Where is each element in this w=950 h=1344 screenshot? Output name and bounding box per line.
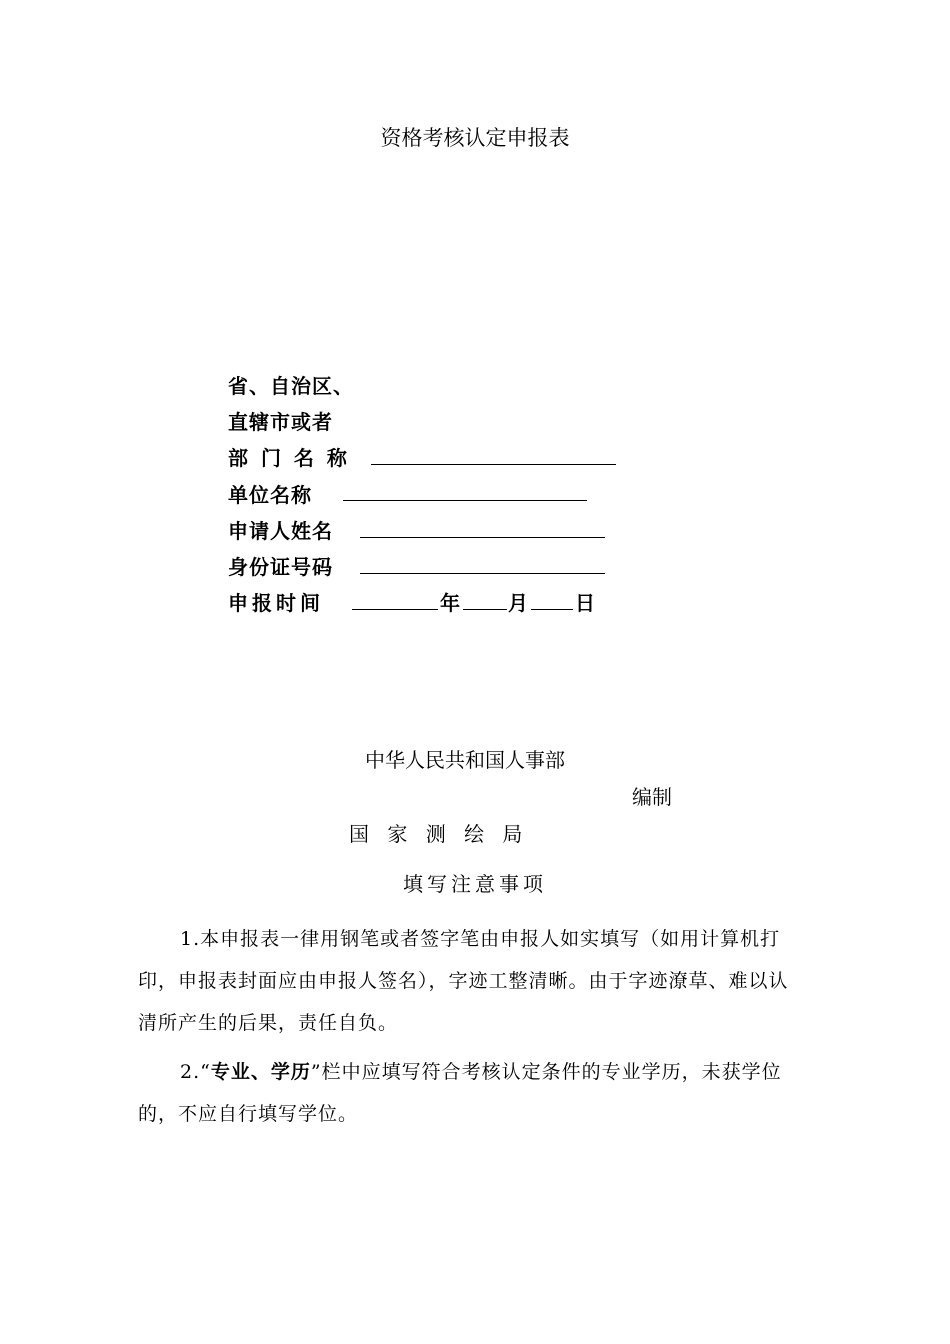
note-item-2 — [138, 1051, 806, 1135]
form-title: 资格考核认定申报表 — [380, 126, 570, 150]
issuer-bureau: 国 家 测 绘 局 — [349, 822, 529, 846]
department-fill-line[interactable] — [371, 464, 616, 465]
note-item-2-bold: 专业、学历 — [210, 1061, 311, 1083]
compiled-label: 编制 — [632, 785, 672, 809]
day-label: 日 — [575, 591, 596, 615]
issuer-ministry: 中华人民共和国人事部 — [365, 748, 565, 772]
note-item-2-prefix: 2.“ — [180, 1061, 211, 1083]
year-label: 年 — [440, 591, 461, 615]
province-label-line1: 省、自治区、 — [228, 374, 354, 398]
id-number-label: 身份证号码 — [228, 555, 333, 579]
unit-fill-line[interactable] — [343, 500, 587, 501]
year-fill-line[interactable] — [352, 609, 438, 610]
note-item-2-suffix: ”栏中应填写符合考核认定条件的专业学历，未获学位的，不应自行填写学位。 — [138, 1061, 782, 1125]
notes-title: 填写注意事项 — [403, 872, 547, 896]
unit-label: 单位名称 — [228, 483, 312, 507]
id-number-fill-line[interactable] — [360, 573, 605, 574]
applicant-fill-line[interactable] — [360, 537, 605, 538]
month-label: 月 — [508, 591, 529, 615]
day-fill-line[interactable] — [531, 609, 573, 610]
note-item-1: 1.本申报表一律用钢笔或者签字笔由申报人如实填写（如用计算机打印，申报表封面应由申报人签名），字迹工整清晰。由于字迹潦草、难以认清所产生的后果，责任自负。 — [138, 928, 789, 1034]
applicant-label: 申请人姓名 — [228, 519, 333, 543]
report-time-label: 申报时间 — [228, 591, 324, 615]
month-fill-line[interactable] — [463, 609, 507, 610]
department-label: 部 门 名 称 — [228, 446, 350, 470]
province-label-line2: 直辖市或者 — [228, 410, 333, 434]
